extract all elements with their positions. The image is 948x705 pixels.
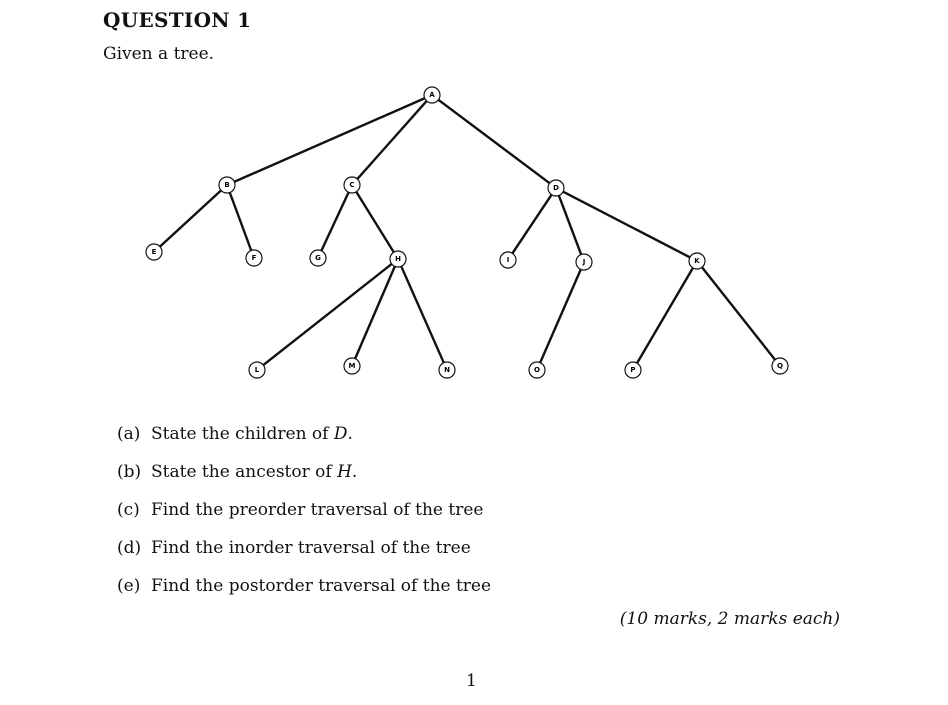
- tree-edge-j-o: [540, 269, 581, 362]
- tree-node-label: C: [349, 181, 355, 189]
- question-item-c: [117, 499, 491, 537]
- tree-node-b: [219, 177, 235, 193]
- tree-node-label: G: [315, 254, 321, 262]
- tree-edge-k-p: [637, 268, 693, 363]
- tree-edge-k-q: [702, 267, 775, 359]
- tree-node-f: [246, 250, 262, 266]
- tree-node-e: [146, 244, 162, 260]
- tree-edge-b-e: [160, 190, 221, 246]
- tree-node-i: [500, 252, 516, 268]
- tree-edge-d-k: [563, 192, 690, 258]
- tree-node-label: M: [348, 362, 356, 370]
- question-text: Find the preorder traversal of the tree: [151, 500, 484, 520]
- tree-edge-d-i: [512, 195, 551, 254]
- tree-node-q: [772, 358, 788, 374]
- tree-edge-a-b: [234, 98, 424, 182]
- question-label: (c): [117, 500, 140, 520]
- question-item-b: [117, 461, 491, 499]
- tree-node-o: [529, 362, 545, 378]
- tree-edge-h-m: [355, 266, 395, 358]
- tree-node-label: K: [694, 257, 700, 265]
- tree-node-k: [689, 253, 705, 269]
- question-label: (e): [117, 576, 141, 596]
- question-text: Find the postorder traversal of the tree: [151, 576, 492, 596]
- tree-node-label: P: [630, 366, 636, 374]
- tree-edge-d-j: [559, 195, 581, 254]
- marks-note: (10 marks, 2 marks each): [619, 609, 840, 629]
- tree-node-c: [344, 177, 360, 193]
- question-text: State the ancestor of: [151, 462, 338, 482]
- question-label: (d): [117, 538, 142, 558]
- tree-node-label: Q: [777, 362, 783, 370]
- tree-node-label: A: [429, 91, 435, 99]
- question-heading: QUESTION 1: [103, 8, 252, 32]
- tree-node-h: [390, 251, 406, 267]
- question-list: [117, 423, 491, 613]
- question-variable: H: [337, 462, 352, 482]
- tree-node-j: [576, 254, 592, 270]
- question-text: Find the inorder traversal of the tree: [151, 538, 471, 558]
- tree-edge-c-h: [356, 192, 394, 252]
- question-item-a: [117, 423, 491, 461]
- tree-node-a: [424, 87, 440, 103]
- page-number: 1: [466, 671, 477, 691]
- tree-node-label: I: [506, 256, 510, 264]
- tree-node-label: O: [534, 366, 540, 374]
- tree-node-label: B: [224, 181, 230, 189]
- question-item-e: [117, 575, 491, 613]
- tree-node-label: F: [251, 254, 257, 262]
- tree-node-label: N: [444, 366, 450, 374]
- tree-node-n: [439, 362, 455, 378]
- question-end: .: [351, 462, 358, 482]
- tree-node-label: D: [553, 184, 559, 192]
- tree-edge-h-l: [263, 264, 391, 365]
- tree-node-m: [344, 358, 360, 374]
- tree-node-l: [249, 362, 265, 378]
- question-variable: D: [333, 424, 348, 444]
- question-label: (b): [117, 462, 142, 482]
- question-end: .: [347, 424, 353, 444]
- tree-edge-h-n: [401, 266, 444, 362]
- tree-node-g: [310, 250, 326, 266]
- question-text: State the children of: [151, 424, 334, 444]
- tree-edge-a-d: [438, 100, 549, 183]
- tree-node-label: L: [254, 366, 260, 374]
- tree-node-label: E: [151, 248, 157, 256]
- tree-edge-c-g: [321, 192, 348, 250]
- question-item-d: [117, 537, 491, 575]
- tree-node-d: [548, 180, 564, 196]
- tree-node-label: J: [582, 258, 586, 266]
- tree-node-p: [625, 362, 641, 378]
- tree-node-label: H: [395, 255, 401, 263]
- question-intro: Given a tree.: [103, 44, 215, 64]
- tree-edge-b-f: [230, 193, 251, 251]
- question-label: (a): [117, 424, 141, 444]
